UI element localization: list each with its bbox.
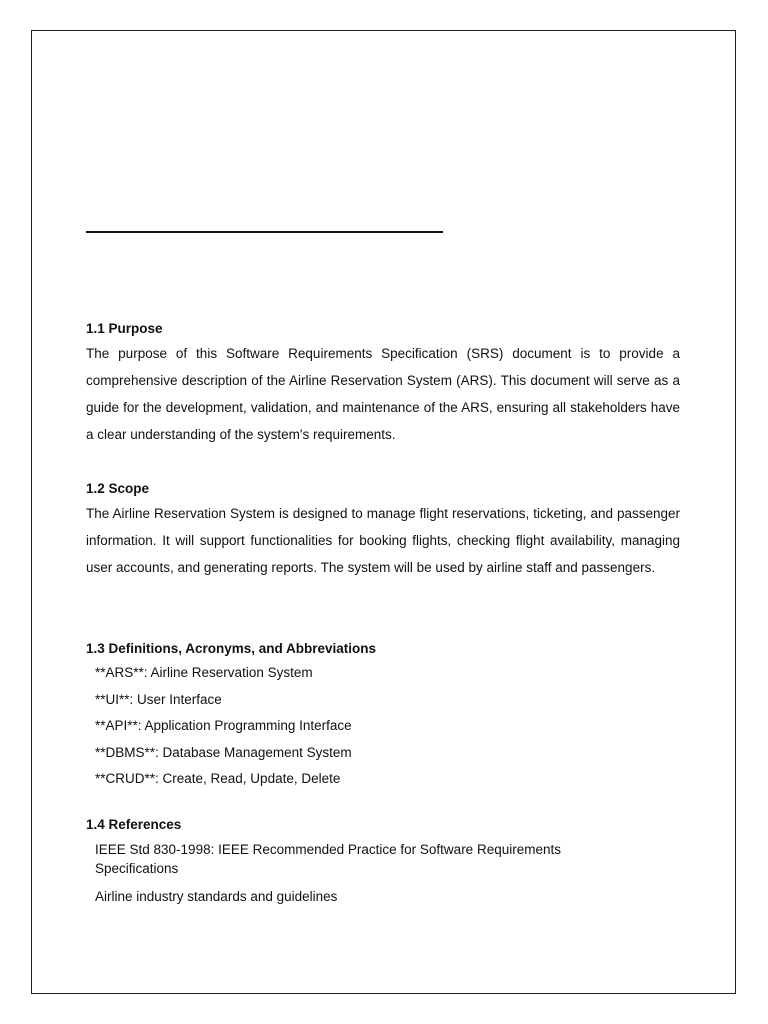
definition-item: **UI**: User Interface	[95, 691, 222, 707]
references-list	[86, 840, 680, 906]
scope-text: The Airline Reservation System is designed to manage flight reservations, ticketing, and passenger information. It will support functionalities for booking flights, checking flight availability, managing user accounts, and generating reports. The system will be used by airline staff and passengers.	[86, 506, 680, 575]
scope-heading: 1.2 Scope	[86, 481, 150, 496]
definitions-heading: 1.3 Definitions, Acronyms, and Abbreviations	[86, 641, 377, 656]
section-references	[86, 816, 680, 906]
reference-item: Airline industry standards and guidelines	[95, 889, 338, 904]
definition-item: **API**: Application Programming Interface	[95, 718, 352, 733]
references-heading: 1.4 References	[86, 817, 182, 832]
section-purpose	[86, 320, 680, 448]
definitions-list	[86, 660, 680, 793]
definition-item: **ARS**: Airline Reservation System	[95, 665, 313, 680]
purpose-text: The purpose of this Software Requirements Specification (SRS) document is to provide a comprehensive description of the Airline Reservation System (ARS). This document will serve as a guide for the development, validation, and maintenance of the ARS, ensuring all stakeholders have a clear understanding of the system's requirements.	[86, 346, 680, 442]
section-definitions	[86, 640, 680, 793]
definition-item: **CRUD**: Create, Read, Update, Delete	[95, 771, 341, 786]
title-underline	[86, 231, 443, 233]
purpose-heading: 1.1 Purpose	[86, 321, 163, 336]
reference-item: IEEE Std 830-1998: IEEE Recommended Practice for Software Requirements Specifications	[95, 842, 561, 876]
section-scope	[86, 480, 680, 581]
definition-item: **DBMS**: Database Management System	[95, 744, 352, 760]
